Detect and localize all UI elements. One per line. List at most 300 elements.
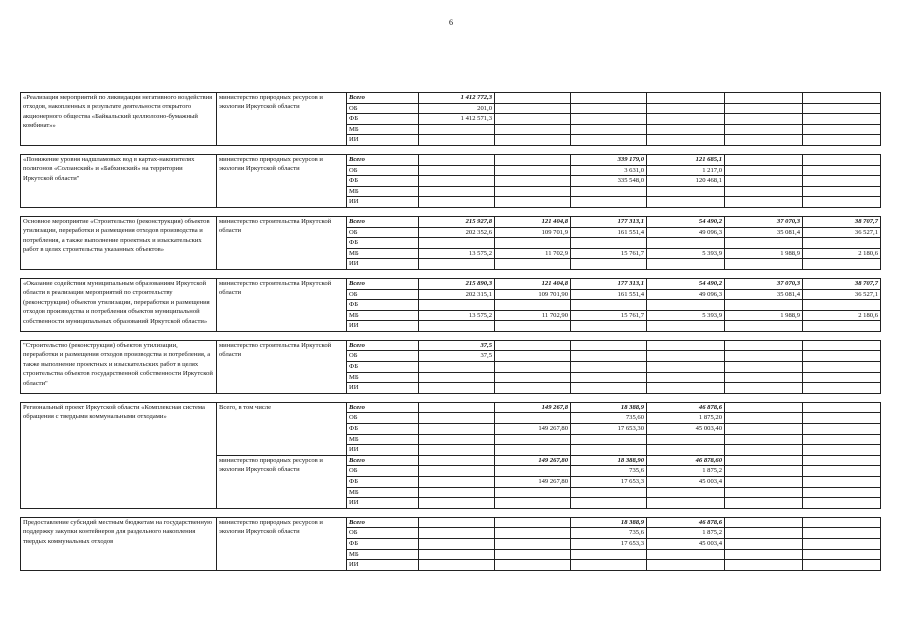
amount-cell	[725, 197, 803, 208]
table-row	[21, 278, 881, 289]
amount-cell	[571, 445, 647, 456]
amount-cell: 45 003,4	[647, 538, 725, 549]
amount-cell	[571, 93, 647, 104]
table-row	[21, 216, 881, 227]
amount-cell	[725, 238, 803, 249]
amount-cell	[647, 498, 725, 509]
amount-cell: 11 702,90	[495, 310, 571, 321]
amount-cell: 18 388,90	[571, 455, 647, 466]
amount-cell	[571, 383, 647, 394]
amount-cell: 49 096,3	[647, 227, 725, 238]
amount-cell	[803, 186, 881, 197]
amount-cell	[419, 445, 495, 456]
amount-cell: 161 551,4	[571, 227, 647, 238]
amount-cell: 46 878,6	[647, 402, 725, 413]
spacer-cell	[21, 269, 881, 278]
amount-cell	[647, 351, 725, 362]
amount-cell	[495, 517, 571, 528]
amount-cell: 38 707,7	[803, 278, 881, 289]
block-spacer	[21, 331, 881, 340]
amount-cell	[495, 340, 571, 351]
amount-cell	[419, 124, 495, 135]
measure-description: Предоставление субсидий местным бюджетам на государственную поддержку закупки контейнеров для раздельного накопления твердых коммунальных отходов	[21, 517, 217, 570]
amount-cell: 5 393,9	[647, 310, 725, 321]
amount-cell	[571, 362, 647, 373]
amount-cell: 13 575,2	[419, 248, 495, 259]
amount-cell	[647, 93, 725, 104]
amount-cell	[495, 372, 571, 383]
funding-source-cell: ФБ	[347, 477, 419, 488]
amount-cell	[419, 549, 495, 560]
funding-source-cell: ИИ	[347, 135, 419, 146]
amount-cell	[647, 238, 725, 249]
block-spacer	[21, 207, 881, 216]
amount-cell	[495, 238, 571, 249]
funding-source-cell: Всего	[347, 402, 419, 413]
amount-cell	[419, 528, 495, 539]
amount-cell	[419, 321, 495, 332]
amount-cell: 735,6	[571, 466, 647, 477]
amount-cell	[571, 434, 647, 445]
funding-source-cell: Всего	[347, 278, 419, 289]
amount-cell	[803, 176, 881, 187]
amount-cell: 49 096,3	[647, 289, 725, 300]
amount-cell: 45 003,4	[647, 477, 725, 488]
amount-cell	[495, 259, 571, 270]
amount-cell	[571, 186, 647, 197]
funding-source-cell: ИИ	[347, 321, 419, 332]
amount-cell: 37,5	[419, 351, 495, 362]
amount-cell	[571, 103, 647, 114]
funding-source-cell: Всего	[347, 340, 419, 351]
amount-cell	[495, 413, 571, 424]
amount-cell: 3 631,0	[571, 165, 647, 176]
amount-cell: 18 388,9	[571, 517, 647, 528]
amount-cell	[419, 259, 495, 270]
amount-cell	[803, 517, 881, 528]
amount-cell	[803, 300, 881, 311]
amount-cell	[647, 549, 725, 560]
funding-source-cell: ФБ	[347, 538, 419, 549]
table-row	[21, 517, 881, 528]
amount-cell	[725, 424, 803, 435]
amount-cell	[647, 487, 725, 498]
amount-cell: 735,6	[571, 528, 647, 539]
amount-cell: 149 267,80	[495, 424, 571, 435]
amount-cell	[571, 259, 647, 270]
executor-cell: министерство природных ресурсов и экологии Иркутской области	[217, 154, 347, 207]
amount-cell	[803, 103, 881, 114]
amount-cell: 54 490,2	[647, 216, 725, 227]
amount-cell	[725, 93, 803, 104]
amount-cell	[647, 560, 725, 571]
funding-source-cell: ОБ	[347, 165, 419, 176]
amount-cell	[495, 154, 571, 165]
funding-source-cell: МБ	[347, 434, 419, 445]
amount-cell	[495, 445, 571, 456]
amount-cell	[571, 124, 647, 135]
amount-cell: 339 179,0	[571, 154, 647, 165]
amount-cell	[571, 498, 647, 509]
amount-cell	[419, 424, 495, 435]
amount-cell	[571, 549, 647, 560]
amount-cell: 1 217,0	[647, 165, 725, 176]
amount-cell	[725, 455, 803, 466]
amount-cell	[803, 466, 881, 477]
amount-cell	[803, 93, 881, 104]
amount-cell	[495, 165, 571, 176]
amount-cell	[803, 434, 881, 445]
amount-cell	[571, 351, 647, 362]
table-row	[21, 340, 881, 351]
amount-cell: 5 393,9	[647, 248, 725, 259]
amount-cell	[419, 300, 495, 311]
spacer-cell	[21, 145, 881, 154]
funding-source-cell: ФБ	[347, 362, 419, 373]
amount-cell	[495, 434, 571, 445]
amount-cell	[725, 466, 803, 477]
measure-description: Основное мероприятие «Строительство (реконструкция) объектов утилизации, переработки и размещения отходов производства и потребления, а также выполнение проектных и изыскательских работ в целях строительства указанных объектов»	[21, 216, 217, 269]
block-spacer	[21, 269, 881, 278]
amount-cell	[419, 402, 495, 413]
amount-cell	[725, 487, 803, 498]
amount-cell	[647, 340, 725, 351]
amount-cell	[419, 176, 495, 187]
amount-cell: 1 412 772,3	[419, 93, 495, 104]
funding-source-cell: МБ	[347, 549, 419, 560]
amount-cell	[803, 498, 881, 509]
amount-cell: 17 653,3	[571, 477, 647, 488]
amount-cell: 121 404,8	[495, 278, 571, 289]
funding-source-cell: ИИ	[347, 560, 419, 571]
amount-cell: 15 761,7	[571, 310, 647, 321]
funding-source-cell: ИИ	[347, 259, 419, 270]
amount-cell	[419, 135, 495, 146]
amount-cell: 17 653,3	[571, 538, 647, 549]
amount-cell	[803, 351, 881, 362]
amount-cell	[803, 124, 881, 135]
amount-cell: 35 081,4	[725, 289, 803, 300]
amount-cell	[495, 498, 571, 509]
amount-cell	[725, 498, 803, 509]
amount-cell: 1 412 571,3	[419, 114, 495, 125]
amount-cell	[495, 466, 571, 477]
amount-cell	[803, 528, 881, 539]
funding-source-cell: ИИ	[347, 445, 419, 456]
amount-cell	[647, 300, 725, 311]
amount-cell	[725, 259, 803, 270]
amount-cell	[495, 351, 571, 362]
amount-cell	[495, 114, 571, 125]
amount-cell	[803, 372, 881, 383]
executor-cell: министерство строительства Иркутской области	[217, 340, 347, 393]
amount-cell	[419, 362, 495, 373]
amount-cell	[803, 197, 881, 208]
amount-cell	[419, 186, 495, 197]
amount-cell	[803, 413, 881, 424]
amount-cell	[725, 528, 803, 539]
funding-source-cell: ФБ	[347, 424, 419, 435]
amount-cell	[571, 321, 647, 332]
amount-cell	[571, 300, 647, 311]
amount-cell: 46 878,6	[647, 517, 725, 528]
amount-cell	[419, 372, 495, 383]
amount-cell	[725, 560, 803, 571]
amount-cell	[495, 135, 571, 146]
amount-cell	[803, 321, 881, 332]
amount-cell	[725, 340, 803, 351]
amount-cell	[495, 300, 571, 311]
amount-cell: 215 890,3	[419, 278, 495, 289]
amount-cell: 15 761,7	[571, 248, 647, 259]
executor-cell: министерство природных ресурсов и экологии Иркутской области	[217, 455, 347, 508]
funding-source-cell: ФБ	[347, 176, 419, 187]
table-row	[21, 93, 881, 104]
amount-cell	[647, 124, 725, 135]
amount-cell: 335 548,0	[571, 176, 647, 187]
amount-cell: 177 313,1	[571, 216, 647, 227]
amount-cell	[647, 321, 725, 332]
amount-cell: 17 653,30	[571, 424, 647, 435]
amount-cell	[803, 238, 881, 249]
amount-cell: 46 878,60	[647, 455, 725, 466]
amount-cell	[725, 176, 803, 187]
amount-cell	[495, 197, 571, 208]
amount-cell	[725, 445, 803, 456]
amount-cell: 735,60	[571, 413, 647, 424]
amount-cell	[725, 538, 803, 549]
amount-cell: 121 685,1	[647, 154, 725, 165]
amount-cell	[803, 549, 881, 560]
block-spacer	[21, 393, 881, 402]
measure-description: «Оказание содействия муниципальным образованиям Иркутской области в реализации мероприятий по строительству (реконструкции) объектов утилизации, переработки и размещения отходов производства и потребления объектов муниципальной собственности муниципальных образований Иркутской области»	[21, 278, 217, 331]
amount-cell	[725, 372, 803, 383]
amount-cell	[571, 238, 647, 249]
funding-source-cell: Всего	[347, 154, 419, 165]
amount-cell	[803, 487, 881, 498]
executor-cell: министерство строительства Иркутской области	[217, 278, 347, 331]
amount-cell: 2 180,6	[803, 310, 881, 321]
amount-cell: 36 527,1	[803, 289, 881, 300]
amount-cell	[803, 402, 881, 413]
amount-cell: 37 070,3	[725, 216, 803, 227]
amount-cell	[419, 487, 495, 498]
amount-cell	[495, 176, 571, 187]
funding-source-cell: МБ	[347, 186, 419, 197]
amount-cell: 109 701,9	[495, 227, 571, 238]
amount-cell	[495, 487, 571, 498]
amount-cell	[647, 259, 725, 270]
amount-cell	[647, 383, 725, 394]
amount-cell	[725, 321, 803, 332]
amount-cell	[725, 300, 803, 311]
amount-cell	[571, 135, 647, 146]
amount-cell: 45 003,40	[647, 424, 725, 435]
amount-cell	[571, 340, 647, 351]
funding-source-cell: ОБ	[347, 351, 419, 362]
amount-cell	[725, 154, 803, 165]
amount-cell	[419, 455, 495, 466]
amount-cell	[647, 372, 725, 383]
amount-cell	[803, 477, 881, 488]
amount-cell	[803, 455, 881, 466]
amount-cell	[803, 154, 881, 165]
amount-cell	[725, 413, 803, 424]
amount-cell	[571, 560, 647, 571]
amount-cell	[803, 538, 881, 549]
amount-cell	[725, 517, 803, 528]
amount-cell	[419, 477, 495, 488]
amount-cell	[803, 362, 881, 373]
amount-cell: 38 707,7	[803, 216, 881, 227]
amount-cell: 121 404,8	[495, 216, 571, 227]
amount-cell	[803, 135, 881, 146]
amount-cell: 1 875,2	[647, 528, 725, 539]
funding-source-cell: МБ	[347, 487, 419, 498]
amount-cell	[419, 238, 495, 249]
amount-cell	[495, 321, 571, 332]
amount-cell: 1 875,2	[647, 466, 725, 477]
spacer-cell	[21, 331, 881, 340]
amount-cell: 36 527,1	[803, 227, 881, 238]
funding-source-cell: Всего	[347, 93, 419, 104]
measure-description: "Строительство (реконструкция) объектов утилизации, переработки и размещения отходов производства и потребления, а также выполнение проектных и изыскательских работ в целях строительства объектов государственной собственности Иркутской области"	[21, 340, 217, 393]
executor-cell: министерство строительства Иркутской области	[217, 216, 347, 269]
funding-source-cell: МБ	[347, 372, 419, 383]
block-spacer	[21, 508, 881, 517]
amount-cell	[803, 445, 881, 456]
amount-cell: 177 313,1	[571, 278, 647, 289]
amount-cell	[419, 434, 495, 445]
amount-cell	[647, 186, 725, 197]
funding-source-cell: ОБ	[347, 227, 419, 238]
amount-cell: 149 267,80	[495, 455, 571, 466]
amount-cell	[803, 259, 881, 270]
amount-cell	[419, 498, 495, 509]
funding-source-cell: МБ	[347, 248, 419, 259]
spacer-cell	[21, 393, 881, 402]
amount-cell: 11 702,9	[495, 248, 571, 259]
amount-cell: 109 701,90	[495, 289, 571, 300]
funding-source-cell: МБ	[347, 310, 419, 321]
amount-cell	[647, 103, 725, 114]
amount-cell	[495, 124, 571, 135]
amount-cell	[725, 383, 803, 394]
measure-description: «Реализация мероприятий по ликвидации негативного воздействия отходов, накопленных в результате деятельности открытого акционерного общества «Байкальский целлюлозно-бумажный комбинат»»	[21, 93, 217, 146]
amount-cell: 37,5	[419, 340, 495, 351]
amount-cell: 202 352,6	[419, 227, 495, 238]
amount-cell	[725, 477, 803, 488]
amount-cell	[647, 362, 725, 373]
amount-cell: 1 988,9	[725, 310, 803, 321]
amount-cell	[419, 517, 495, 528]
amount-cell: 2 180,6	[803, 248, 881, 259]
amount-cell	[647, 197, 725, 208]
funding-source-cell: ФБ	[347, 300, 419, 311]
amount-cell	[725, 165, 803, 176]
spacer-cell	[21, 207, 881, 216]
amount-cell	[495, 549, 571, 560]
amount-cell	[419, 383, 495, 394]
page-number: 6	[449, 18, 453, 27]
amount-cell	[803, 165, 881, 176]
amount-cell	[495, 362, 571, 373]
amount-cell	[725, 402, 803, 413]
funding-source-cell: ОБ	[347, 466, 419, 477]
amount-cell	[725, 434, 803, 445]
budget-table	[20, 92, 881, 571]
funding-source-cell: ФБ	[347, 238, 419, 249]
amount-cell	[803, 114, 881, 125]
amount-cell: 149 267,8	[495, 402, 571, 413]
spacer-cell	[21, 508, 881, 517]
funding-source-cell: ОБ	[347, 289, 419, 300]
amount-cell	[495, 93, 571, 104]
amount-cell	[495, 538, 571, 549]
amount-cell	[495, 383, 571, 394]
table-row	[21, 154, 881, 165]
funding-source-cell: МБ	[347, 124, 419, 135]
funding-source-cell: Всего	[347, 216, 419, 227]
amount-cell: 215 927,8	[419, 216, 495, 227]
amount-cell: 161 551,4	[571, 289, 647, 300]
funding-source-cell: Всего	[347, 517, 419, 528]
funding-source-cell: ОБ	[347, 528, 419, 539]
amount-cell	[571, 197, 647, 208]
amount-cell: 1 988,9	[725, 248, 803, 259]
amount-cell: 18 388,9	[571, 402, 647, 413]
amount-cell: 201,0	[419, 103, 495, 114]
measure-description: «Понижение уровня надшламовых вод в картах-накопителях полигонов «Солзанский» и «Бабхинский» на территории Иркутской области"	[21, 154, 217, 207]
amount-cell	[571, 114, 647, 125]
amount-cell	[647, 445, 725, 456]
amount-cell	[495, 560, 571, 571]
amount-cell	[495, 528, 571, 539]
block-spacer	[21, 145, 881, 154]
amount-cell	[725, 103, 803, 114]
amount-cell	[725, 114, 803, 125]
funding-source-cell: ФБ	[347, 114, 419, 125]
amount-cell	[419, 197, 495, 208]
amount-cell	[419, 413, 495, 424]
amount-cell	[571, 487, 647, 498]
executor-cell: Всего, в том числе	[217, 402, 347, 455]
amount-cell: 54 490,2	[647, 278, 725, 289]
amount-cell: 149 267,80	[495, 477, 571, 488]
amount-cell	[725, 351, 803, 362]
amount-cell	[419, 538, 495, 549]
amount-cell: 202 315,1	[419, 289, 495, 300]
amount-cell	[725, 135, 803, 146]
measure-description: Региональный проект Иркутской области «Комплексная система обращения с твердыми коммунальными отходами»	[21, 402, 217, 508]
amount-cell	[725, 186, 803, 197]
funding-source-cell: ИИ	[347, 197, 419, 208]
amount-cell: 13 575,2	[419, 310, 495, 321]
amount-cell	[725, 362, 803, 373]
amount-cell: 35 081,4	[725, 227, 803, 238]
funding-source-cell: ИИ	[347, 383, 419, 394]
executor-cell: министерство природных ресурсов и экологии Иркутской области	[217, 517, 347, 570]
amount-cell	[725, 549, 803, 560]
funding-source-cell: Всего	[347, 455, 419, 466]
amount-cell	[495, 186, 571, 197]
amount-cell	[419, 560, 495, 571]
amount-cell	[725, 124, 803, 135]
amount-cell	[571, 372, 647, 383]
amount-cell	[419, 466, 495, 477]
amount-cell: 120 468,1	[647, 176, 725, 187]
amount-cell	[495, 103, 571, 114]
